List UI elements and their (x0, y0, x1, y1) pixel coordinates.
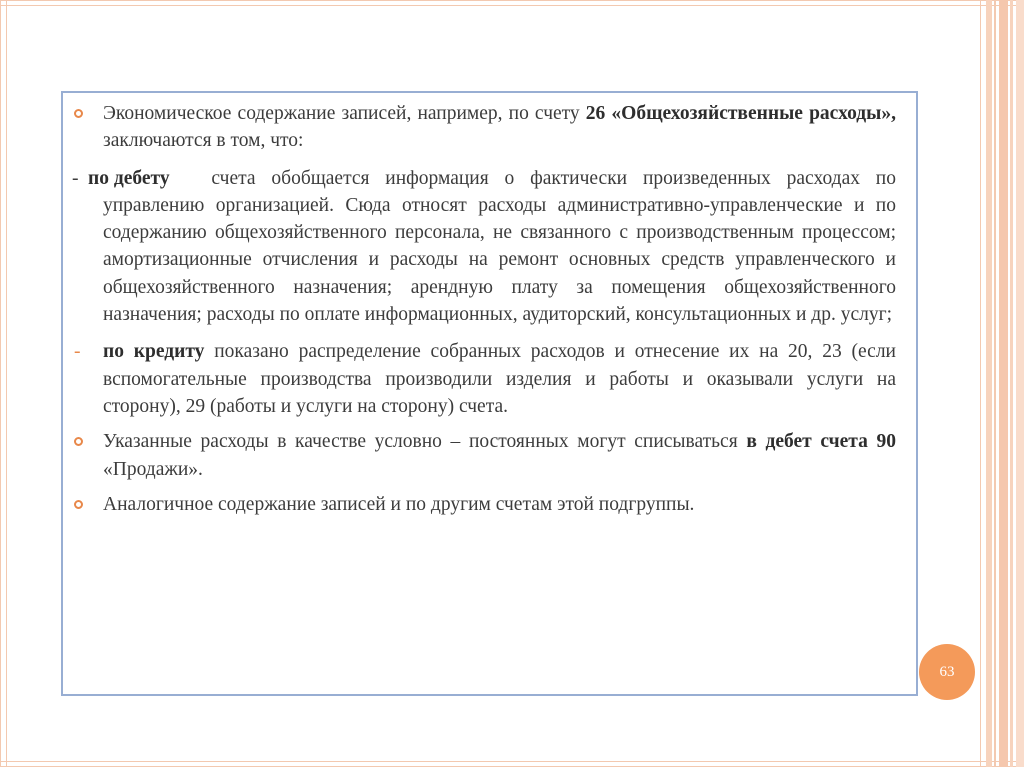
paragraph-text: «Продажи». (103, 458, 203, 480)
paragraph-text: Аналогичное содержание записей и по другим счетам этой подгруппы. (103, 493, 695, 515)
page-number-badge: 63 (919, 644, 975, 700)
paragraph-text: счета обобщается информация о фактически произведенных расходах по управлению организацией. Сюда относят расходы административно-управленческие и по содержанию общехозяйственного персонала, не связанного с производственным процессом; амортизационные отчисления и расходы на ремонт основных средств управленческого и общехозяйственного назначения; арендную плату за помещения общехозяйственного назначения; расходы по оплате информационных, аудиторский, консультационных и др. услуг; (103, 167, 896, 326)
bold-text: 26 «Общехозяйственные расходы», (585, 103, 896, 124)
bold-text: в дебет счета 90 (746, 431, 896, 453)
list-item (72, 165, 896, 329)
list-item (72, 100, 896, 155)
circle-bullet-icon (74, 109, 83, 118)
bold-text: по дебету (88, 167, 170, 189)
circle-bullet-icon (74, 437, 83, 446)
frame-top-line (0, 0, 1024, 6)
paragraph-text: Экономическое содержание записей, например, по счету (103, 103, 586, 124)
list-item (72, 491, 896, 518)
circle-bullet-icon (74, 500, 83, 509)
frame-left-line (0, 0, 7, 767)
decorative-stripes (980, 0, 1024, 767)
dash-marker: - (72, 167, 79, 189)
paragraph-text: заключаются в том, что: (103, 130, 304, 152)
list-item (72, 338, 896, 420)
list-item (72, 428, 896, 483)
slide-text (72, 100, 896, 518)
bold-text: по кредиту (103, 341, 205, 363)
paragraph-text: Указанные расходы в качестве условно – постоянных могут списываться (103, 431, 747, 453)
paragraph-text: показано распределение собранных расходов и отнесение их на 20, 23 (если вспомогательные производства производили изделия и работы и оказывали услуги на сторону), 29 (работы и услуги на сторону) счета. (103, 341, 896, 417)
dash-marker: - (74, 341, 81, 363)
frame-bottom-line (0, 761, 1024, 767)
